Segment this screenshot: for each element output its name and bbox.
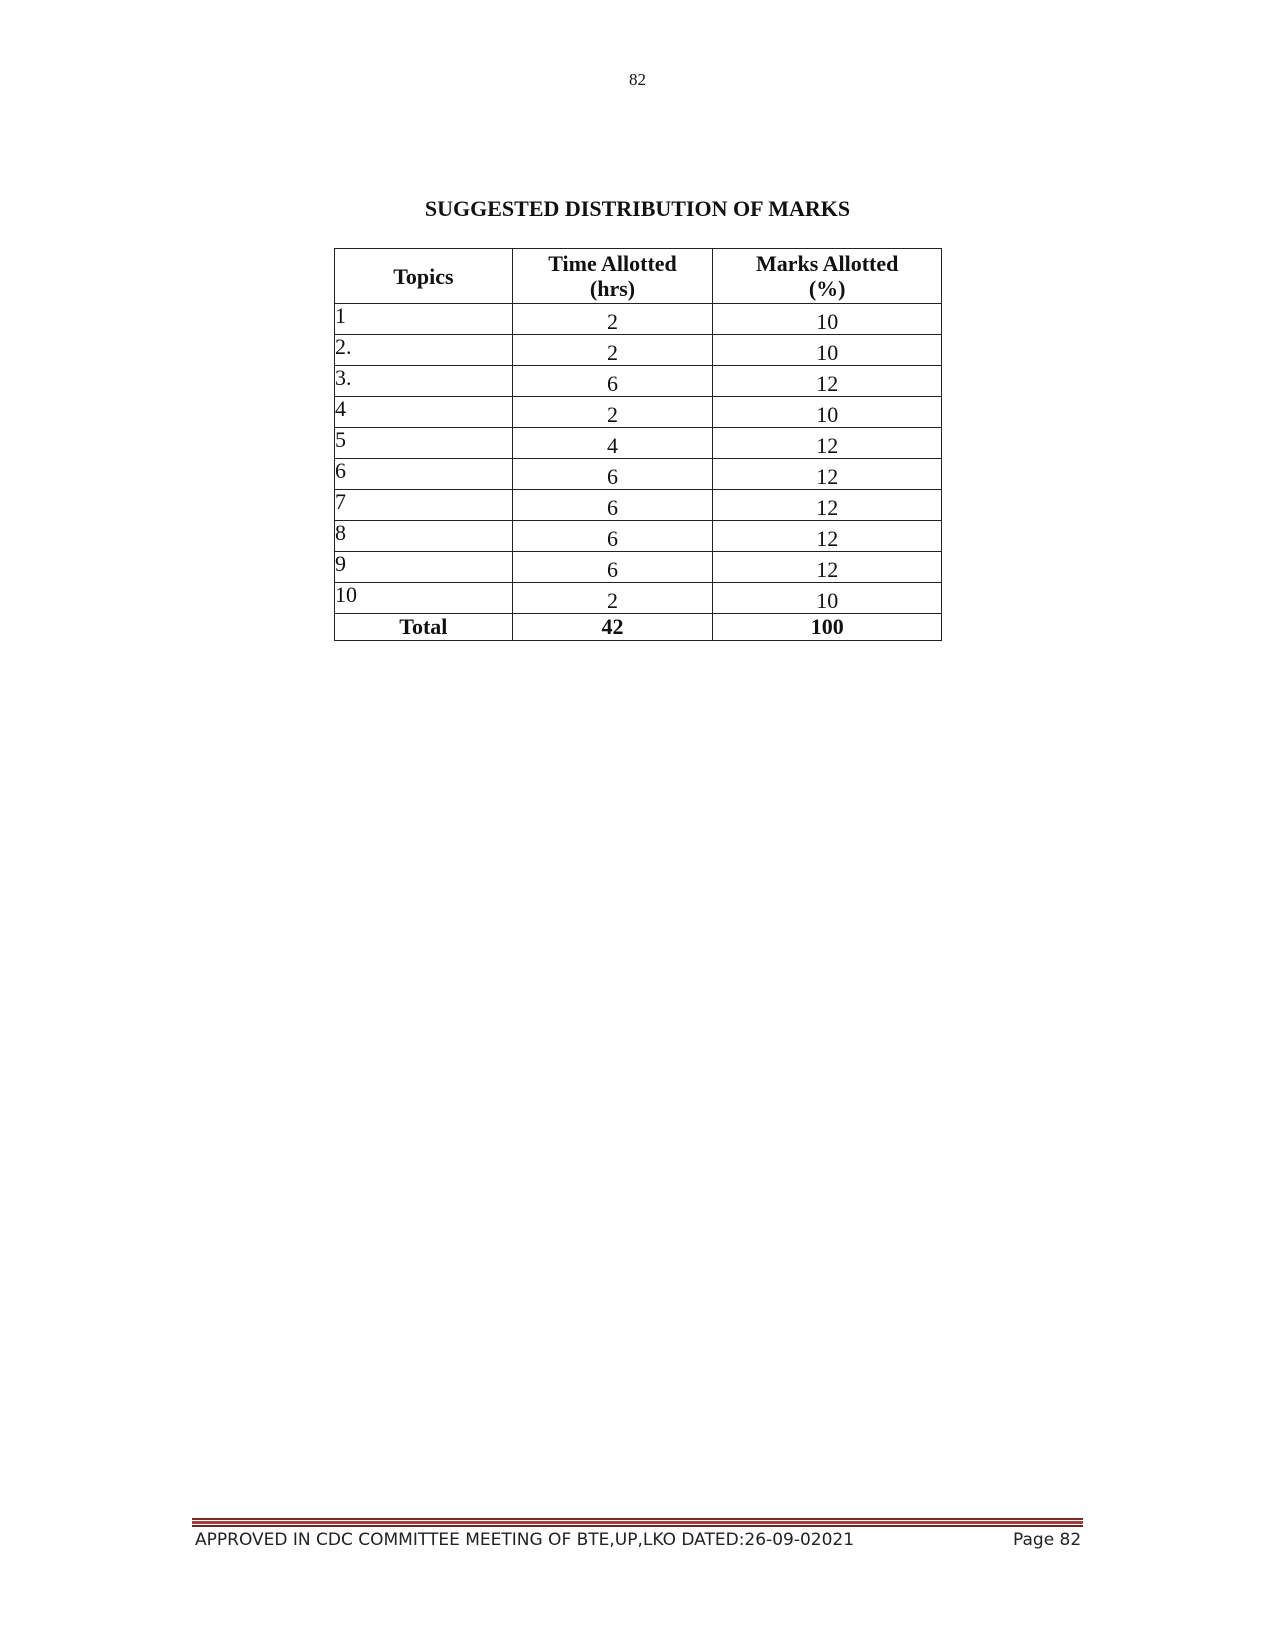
topic-cell: 1 (335, 304, 513, 335)
total-time: 42 (512, 614, 713, 641)
marks-cell: 12 (713, 459, 942, 490)
time-cell: 6 (512, 521, 713, 552)
marks-cell: 12 (713, 552, 942, 583)
header-marks-allotted (713, 249, 942, 304)
header-time-allotted (512, 249, 713, 304)
page-number: 82 (629, 70, 646, 89)
table-row (335, 397, 942, 428)
time-cell: 6 (512, 459, 713, 490)
table-row (335, 552, 942, 583)
total-label: Total (335, 614, 513, 641)
topic-cell: 7 (335, 490, 513, 521)
table-row (335, 521, 942, 552)
topic-cell: 2. (335, 335, 513, 366)
topic-cell: 5 (335, 428, 513, 459)
topic-cell: 9 (335, 552, 513, 583)
header-time-line2: (hrs) (589, 276, 636, 301)
page-title: SUGGESTED DISTRIBUTION OF MARKS (424, 196, 851, 221)
header-marks-line1: Marks Allotted (755, 251, 899, 276)
topic-cell: 8 (335, 521, 513, 552)
marks-cell: 10 (713, 304, 942, 335)
marks-cell: 12 (713, 428, 942, 459)
marks-cell: 12 (713, 521, 942, 552)
table-row (335, 490, 942, 521)
footer-approval-text: APPROVED IN CDC COMMITTEE MEETING OF BTE,UP,LKO DATED:26-09-02021 (195, 1530, 855, 1550)
marks-cell: 10 (713, 397, 942, 428)
topic-cell: 10 (335, 583, 513, 614)
time-cell: 6 (512, 366, 713, 397)
header-marks-line2: (%) (808, 276, 846, 301)
table-row (335, 459, 942, 490)
footer-divider (192, 1518, 1083, 1527)
total-marks: 100 (713, 614, 942, 641)
marks-cell: 10 (713, 335, 942, 366)
topic-cell: 6 (335, 459, 513, 490)
time-cell: 2 (512, 304, 713, 335)
marks-cell: 10 (713, 583, 942, 614)
table-total-row (335, 614, 942, 641)
time-cell: 4 (512, 428, 713, 459)
table-header-row (335, 249, 942, 304)
table-row (335, 304, 942, 335)
header-topics (335, 249, 513, 304)
footer-page-label: Page 82 (1013, 1530, 1082, 1550)
header-topics-label: Topics (393, 263, 454, 289)
time-cell: 2 (512, 335, 713, 366)
time-cell: 6 (512, 552, 713, 583)
marks-cell: 12 (713, 366, 942, 397)
marks-cell: 12 (713, 490, 942, 521)
table-row (335, 335, 942, 366)
table-row (335, 428, 942, 459)
time-cell: 2 (512, 397, 713, 428)
time-cell: 2 (512, 583, 713, 614)
table-row (335, 583, 942, 614)
time-cell: 6 (512, 490, 713, 521)
marks-distribution-table (334, 248, 942, 641)
header-time-line1: Time Allotted (548, 251, 677, 276)
table-row (335, 366, 942, 397)
topic-cell: 4 (335, 397, 513, 428)
topic-cell: 3. (335, 366, 513, 397)
